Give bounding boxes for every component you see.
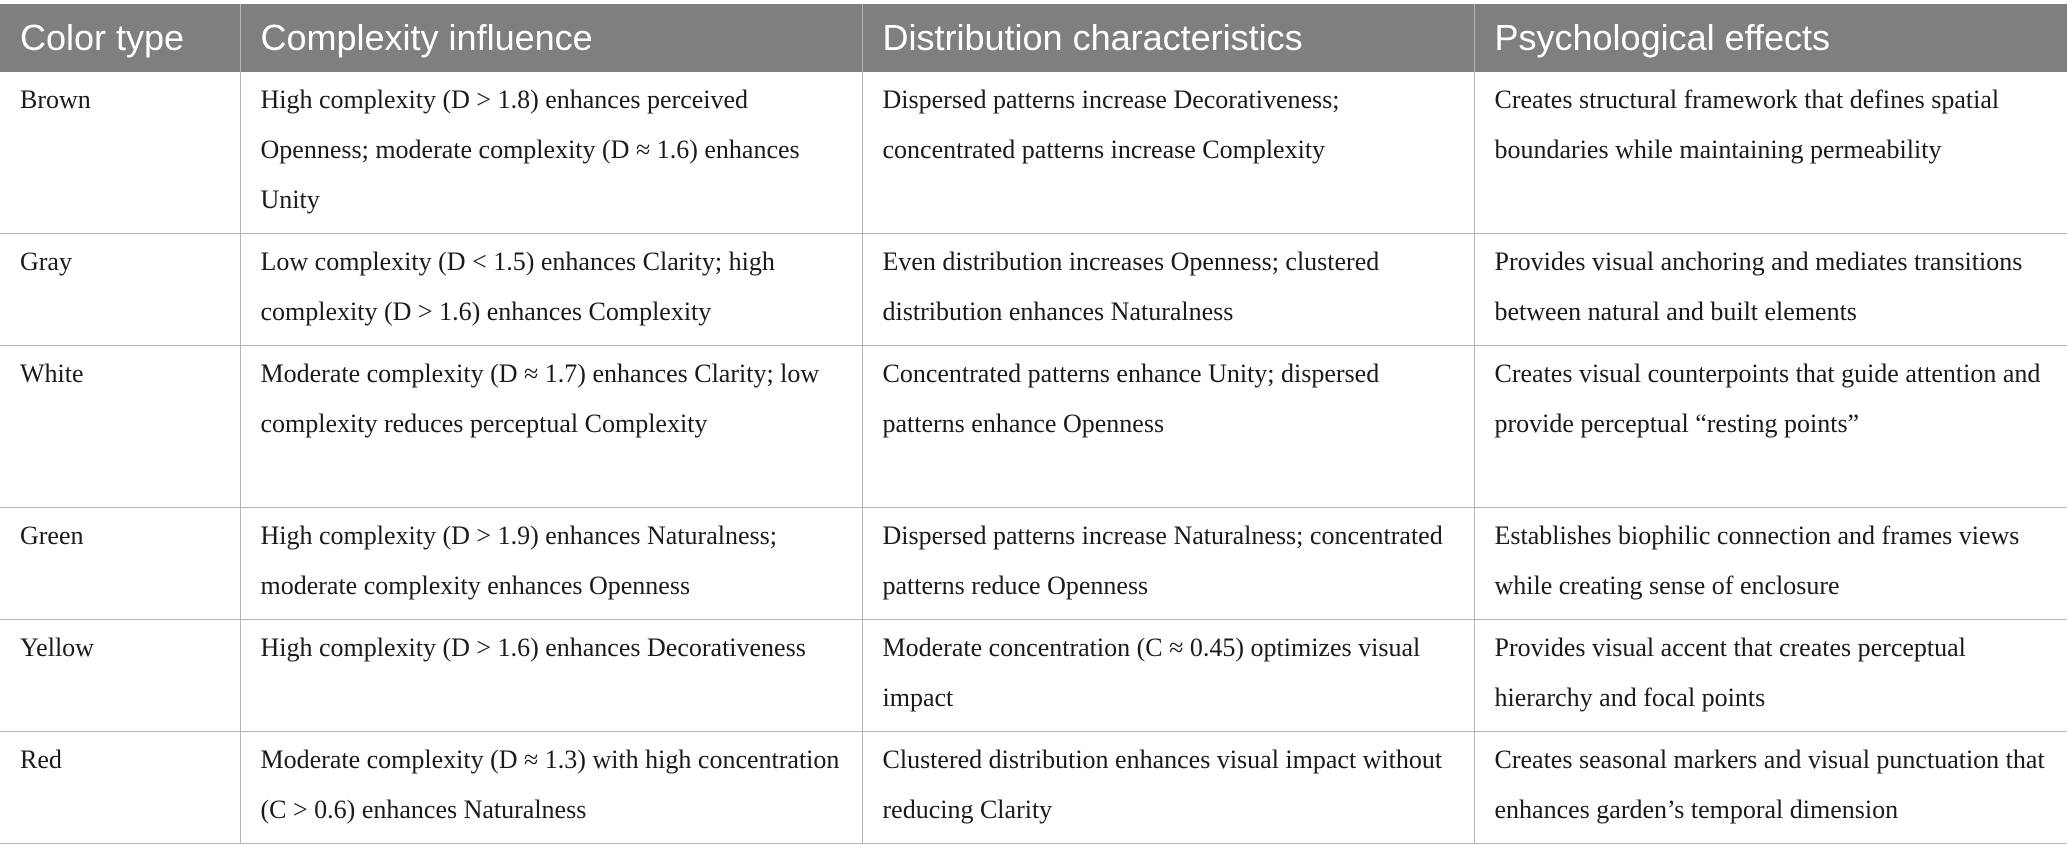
table-row (0, 732, 2067, 844)
cell-distribution-characteristics: Even distribution increases Openness; clustered distribution enhances Naturalness (862, 234, 1474, 346)
cell-color-type: Red (0, 732, 240, 844)
cell-psychological-effects: Provides visual accent that creates perceptual hierarchy and focal points (1474, 620, 2067, 732)
cell-complexity-influence: Moderate complexity (D ≈ 1.3) with high concentration (C > 0.6) enhances Naturalness (240, 732, 862, 844)
cell-distribution-characteristics: Clustered distribution enhances visual impact without reducing Clarity (862, 732, 1474, 844)
table-row (0, 346, 2067, 508)
cell-distribution-characteristics: Moderate concentration (C ≈ 0.45) optimizes visual impact (862, 620, 1474, 732)
table-row (0, 234, 2067, 346)
cell-complexity-influence: High complexity (D > 1.6) enhances Decorativeness (240, 620, 862, 732)
cell-psychological-effects: Provides visual anchoring and mediates transitions between natural and built elements (1474, 234, 2067, 346)
cell-color-type: Brown (0, 72, 240, 234)
cell-complexity-influence: Low complexity (D < 1.5) enhances Clarity; high complexity (D > 1.6) enhances Complexity (240, 234, 862, 346)
cell-complexity-influence: Moderate complexity (D ≈ 1.7) enhances Clarity; low complexity reduces perceptual Complexity (240, 346, 862, 508)
column-header-psychological-effects: Psychological effects (1474, 4, 2067, 72)
cell-complexity-influence: High complexity (D > 1.9) enhances Naturalness; moderate complexity enhances Openness (240, 508, 862, 620)
cell-color-type: Gray (0, 234, 240, 346)
column-header-color-type: Color type (0, 4, 240, 72)
cell-distribution-characteristics: Dispersed patterns increase Decorativeness; concentrated patterns increase Complexity (862, 72, 1474, 234)
cell-distribution-characteristics: Dispersed patterns increase Naturalness; concentrated patterns reduce Openness (862, 508, 1474, 620)
cell-psychological-effects: Creates structural framework that defines spatial boundaries while maintaining permeability (1474, 72, 2067, 234)
table-body (0, 72, 2067, 844)
cell-color-type: Green (0, 508, 240, 620)
cell-psychological-effects: Creates seasonal markers and visual punctuation that enhances garden’s temporal dimension (1474, 732, 2067, 844)
header-row (0, 4, 2067, 72)
cell-distribution-characteristics: Concentrated patterns enhance Unity; dispersed patterns enhance Openness (862, 346, 1474, 508)
cell-color-type: Yellow (0, 620, 240, 732)
cell-psychological-effects: Creates visual counterpoints that guide attention and provide perceptual “resting points” (1474, 346, 2067, 508)
cell-psychological-effects: Establishes biophilic connection and frames views while creating sense of enclosure (1474, 508, 2067, 620)
table-row (0, 508, 2067, 620)
table-row (0, 620, 2067, 732)
cell-color-type: White (0, 346, 240, 508)
color-effects-table (0, 4, 2067, 844)
column-header-complexity-influence: Complexity influence (240, 4, 862, 72)
table-row (0, 72, 2067, 234)
data-table-container (0, 4, 2067, 844)
table-header (0, 4, 2067, 72)
cell-complexity-influence: High complexity (D > 1.8) enhances perceived Openness; moderate complexity (D ≈ 1.6) enhances Unity (240, 72, 862, 234)
column-header-distribution-characteristics: Distribution characteristics (862, 4, 1474, 72)
